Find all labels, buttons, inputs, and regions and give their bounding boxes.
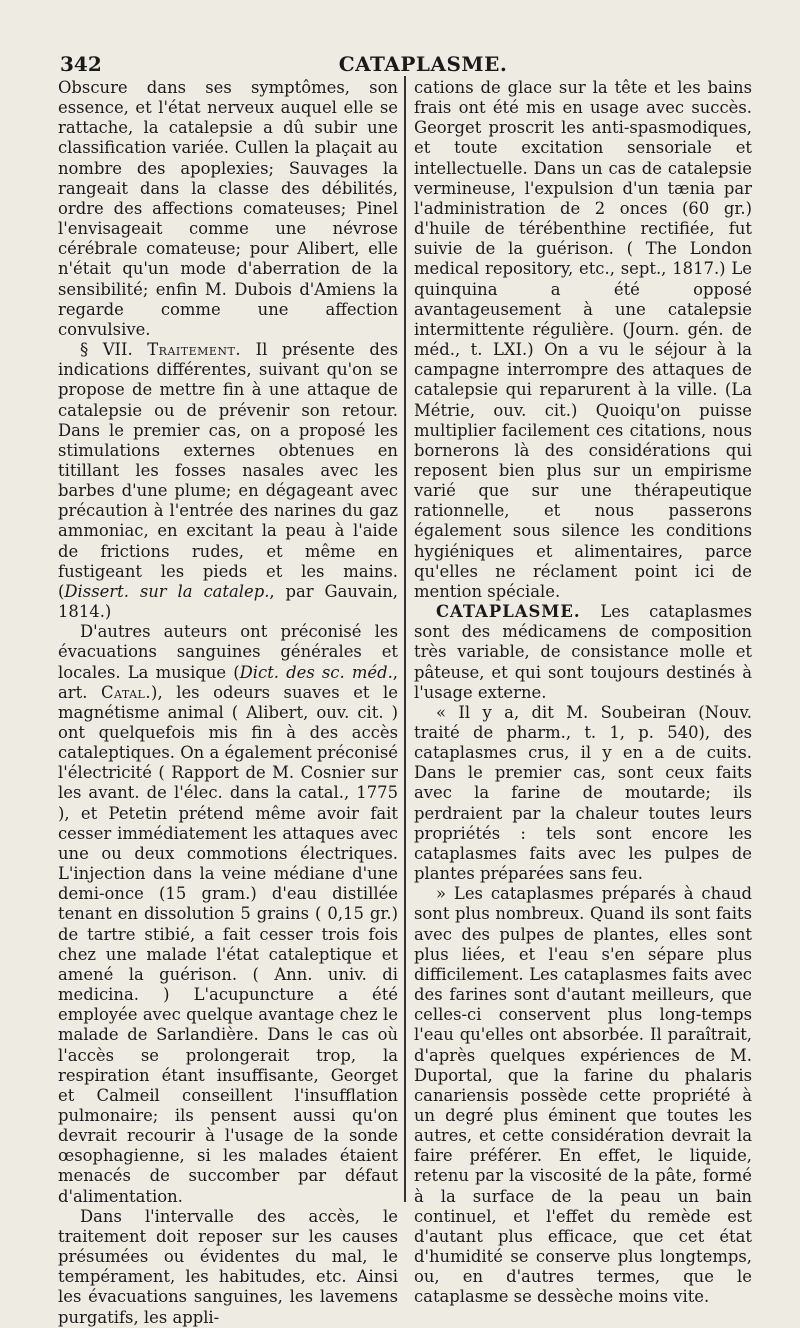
paragraph-text-cont: ), les odeurs suaves et le magnétisme animal ( Alibert, ouv. cit. ) ont quelquefois mis fin à des accès cataleptiques. On a également préconisé l'électricité ( Rapport de M. Cosnier sur les avant. de l'élec. dans la catal., 1775 ), et Petetin prétend même avoir fait cesser immédiatement les attaques avec une ou deux commotions électriques. L'injection dans la veine médiane d'une demi-once (15 gram.) d'eau distillée tenant en dissolution 5 grains ( 0,15 gr.) de tartre stibié, a fait cesser trois fois chez une malade l'état cataleptique et amené la guérison. ( Ann. univ. di medicina. ) L'acupuncture a été employée avec quelque avantage chez le malade de Sarlandière. Dans le cas où l'accès se prolongerait trop, la respiration étant insuffisante, Georget et Calmeil conseillent l'insufflation pulmonaire; ils pensent aussi qu'on devrait recourir à l'usage de la sonde œsophagienne, si les malades étaient menacés de succomber par défaut d'alimentation.: [58, 682, 398, 1206]
page-header: [60, 52, 786, 78]
entry-heading: CATAPLASME.: [436, 602, 581, 622]
right-column: [414, 78, 752, 1308]
citation-article: Catal.: [100, 682, 152, 702]
citation-tail: , par Gauvain, 1814.): [58, 581, 398, 622]
section-paragraph: [58, 340, 398, 622]
bleed-through-text: [540, 1205, 790, 1225]
paragraph: [58, 78, 398, 340]
paragraph-text: Il présente des indications différentes, suivant qu'on se propose de mettre fin à une attaque de catalepsie ou de prévenir son retour. Dans le premier cas, on a proposé les stimulations externes obtenues en titillant les fosses nasales avec les barbes d'une plume; en dégageant avec précaution à l'entrée des narines du gaz ammoniac, en excitant la peau à l'aide de frictions rudes, et même en fustigeant les pieds et les mains. (: [58, 340, 398, 601]
paragraph-text: Obscure dans ses symptômes, son essence, et l'état nerveux auquel elle se rattache, la catalepsie a dû subir une classification variée. Cullen la plaçait au nombre des apoplexies; Sauvages la rangeait dans la classe des débilités, ordre des affections comateuses; Pinel l'envisageait comme une névrose cérébrale comateuse; pour Alibert, elle n'était qu'un mode d'aberration de la sensibilité; enfin M. Dubois d'Amiens la regarde comme une affection convulsive.: [58, 78, 398, 339]
citation-mid: , art.: [58, 662, 398, 702]
paragraph: [414, 78, 752, 602]
paragraph-text: « Il y a, dit M. Soubeiran (Nouv. traité de pharm., t. 1, p. 540), des cataplasmes crus, il y en a de cuits. Dans le premier cas, sont ceux faits avec la farine de moutarde; ils perdraient par la chaleur toutes leurs propriétés : tels sont encore les cataplasmes faits avec les pulpes de plantes préparées sans feu.: [414, 702, 752, 884]
section-number: § VII.: [80, 340, 148, 360]
paragraph-text: Les cataplasmes sont des médicamens de composition très variable, de consistance molle et pâteuse, et qui sont toujours destinés à l'usage externe.: [414, 602, 752, 702]
paragraph-text: » Les cataplasmes préparés à chaud sont plus nombreux. Quand ils sont faits avec des pulpes de plantes, elles sont plus liées, et l'eau s'en sépare plus difficilement. Les cataplasmes faits avec des farines sont d'autant meilleurs, que celles-ci conservent plus long-temps l'eau qu'elles ont absorbée. Il paraîtrait, d'après quelques expériences de M. Duportal, que la farine du phalaris canariensis possède cette propriété à un degré plus éminent que toutes les autres, et cette considération devrait la faire préférer. En effet, le liquide, retenu par la viscosité de la pâte, formé à la surface de la peau un bain continuel, et l'effet du remède est d'autant plus efficace, que cet état d'humidité se conserve plus longtemps, ou, en d'autres termes, que le cataplasme se dessèche moins vite.: [414, 884, 752, 1307]
paragraph-text: Dans l'intervalle des accès, le traitement doit reposer sur les causes présumées ou évidentes du mal, le tempérament, les habitudes, etc. Ainsi les évacuations sanguines, les lavemens purgatifs, les appli-: [58, 1206, 398, 1327]
paragraph: [414, 703, 752, 884]
entry-paragraph: [414, 602, 752, 703]
paragraph-text: cations de glace sur la tête et les bains frais ont été mis en usage avec succès. Georget proscrit les anti-spasmodiques, et toute excitation sensoriale et intellectuelle. Dans un cas de catalepsie vermineuse, l'expulsion d'un tænia par l'administration de 2 onces (60 gr.) d'huile de térébenthine rectifiée, fut suivie de la guérison. ( The London medical repository, etc., sept., 1817.) Le quinquina a été opposé avantageusement à une catalepsie intermittente régulière. (Journ. gén. de méd., t. LXI.) On a vu le séjour à la campagne interrompre des attaques de catalepsie qui reparurent à la ville. (La Métrie, ouv. cit.) Quoiqu'on puisse multiplier facilement ces citations, nous bornerons là des considérations qui reposent bien plus sur un empirisme varié que sur une thérapeutique rationnelle, et nous passerons également sous silence les conditions hygiéniques et alimentaires, parce qu'elles ne réclament point ici de mention spéciale.: [414, 78, 752, 601]
running-title: CATAPLASME.: [338, 52, 508, 76]
paragraph: [414, 884, 752, 1307]
paragraph: [58, 1207, 398, 1328]
left-column: [58, 78, 398, 1328]
citation: Dissert. sur la catalep.: [64, 581, 270, 601]
paragraph: [58, 622, 398, 1207]
page-number: 342: [60, 52, 102, 76]
section-heading: Traitement.: [147, 340, 242, 360]
column-divider: [404, 76, 406, 1202]
paragraph-text: D'autres auteurs ont préconisé les évacuations sanguines générales et locales. La musique (: [58, 622, 398, 682]
citation: Dict. des sc. méd.: [239, 662, 393, 682]
